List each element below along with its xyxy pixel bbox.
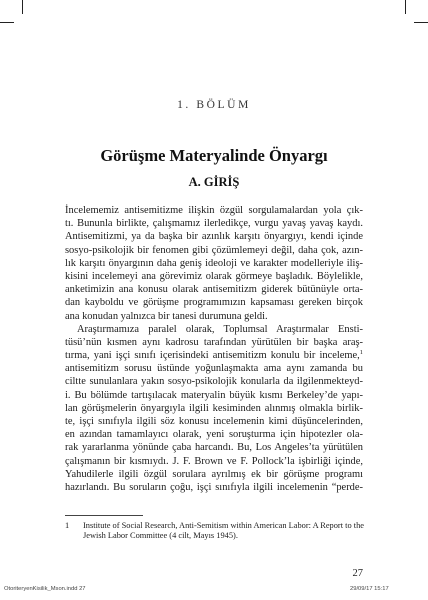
slug-filename: OtoriteryenKisilik_Mson.indd 27	[4, 586, 86, 592]
footnote-text: Institute of Social Research, Anti-Semitism within American Labor: A Report to the	[83, 521, 364, 530]
text-line: İncelememiz antisemitizme ilişkin özgül sorgulamalardan yola çık-	[65, 205, 363, 216]
text-line: lan görüşmelerin önyargıyla ilgili kesiminden alınmış olmakla birlik-	[65, 402, 363, 414]
chapter-title: Görüşme Materyalinde Önyargı	[100, 146, 328, 165]
section-heading: A. GİRİŞ	[188, 175, 240, 189]
text-line: rak yararlanma yönünde çaba harcandı. Bu, Los Angeles’ta yürütülen	[65, 442, 363, 454]
page-number: 27	[352, 568, 363, 579]
text-line: en azından tamamlayıcı olarak, yeni soruşturma için hipotezler ola-	[65, 429, 363, 441]
text-line: lık karşıtı önyargının daha geniş ideoloji ve karakter modelleriyle iliş-	[65, 257, 363, 269]
footnote-line: Jewish Labor Committee (4 cilt, Mayıs 1945).	[83, 531, 238, 541]
crop-mark	[405, 0, 406, 14]
slug-datetime: 29/09/17 15:17	[350, 586, 389, 592]
text-line: ciltte sunulanlara yakın sosyo-psikolojik konularla da ilgilenmekteyd-	[65, 376, 363, 388]
crop-mark	[22, 0, 23, 14]
text-line: kisini incelemeyi ana görevimiz olarak görmeye başladık. Böylelikle,	[65, 270, 363, 282]
footnote	[65, 521, 363, 542]
text-line: dan kayboldu ve görüşme programımızın kapsaması gereken birçok	[65, 297, 363, 309]
text-line: Yahudilerle ilgili özgül sorulara ayrılmış ek bir görüşme programı	[65, 468, 363, 480]
chapter-label: 1. BÖLÜM	[177, 99, 251, 111]
text-line: tı. Bununla birlikte, çalışmamız ilerledikçe, vurgu yavaş yavaş kaydı.	[65, 218, 363, 230]
text-line: antisemitizm sorusu üstünde yoğunlaşmakta ama aynı zamanda bu	[65, 363, 363, 375]
body-text	[65, 204, 363, 494]
crop-mark	[0, 22, 14, 23]
crop-mark	[414, 22, 428, 23]
footnote-rule	[65, 515, 143, 516]
text-line: anketimizin ana konusu olarak antisemitizm giderek bütünüyle orta-	[65, 284, 363, 296]
paragraph-1	[65, 204, 363, 323]
text-line: çalışmanın bir kısmıydı. J. F. Brown ve F. Pollock’la işbirliği içinde,	[65, 455, 363, 467]
text-line: i. Bu bölümde tartışılacak materyalin büyük kısmı Berkeley’de yapı-	[65, 389, 363, 401]
text-line: Araştırmamıza paralel olarak, Toplumsal Araştırmalar Ensti-	[77, 323, 363, 335]
text-line: tüsü’nün kısmen aynı kadrosu tarafından yürütülen bir başka araş-	[65, 336, 363, 348]
footnote-line	[65, 521, 363, 531]
text-line: ana konudan yalnızca bir tanesi durumuna geldi.	[65, 310, 268, 322]
paragraph-2	[65, 323, 363, 494]
text-line: hazırlandı. Bu soruların çoğu, işçi sınıfıyla ilgili incelemenin “perde-	[65, 481, 363, 493]
footnote-marker: 1	[359, 349, 363, 357]
text-line: Antisemitizmi, ya da başka bir azınlık karşıtı önyargıyı, kendi içinde	[65, 231, 363, 243]
text-line: te, işçi sınıfıyla ilgili söz konusu incelemenin kimi düşüncelerinden,	[65, 416, 363, 427]
text-line: tırma, yani işçi sınıfı içerisindeki antisemitizm konulu bir inceleme,	[65, 350, 360, 362]
text-line-with-footnote	[65, 349, 363, 362]
text-line: sosyo-psikolojik bir fenomen gibi çözümlemeyi değil, daha çok, azın-	[65, 244, 363, 256]
footnote-number: 1	[65, 521, 70, 530]
